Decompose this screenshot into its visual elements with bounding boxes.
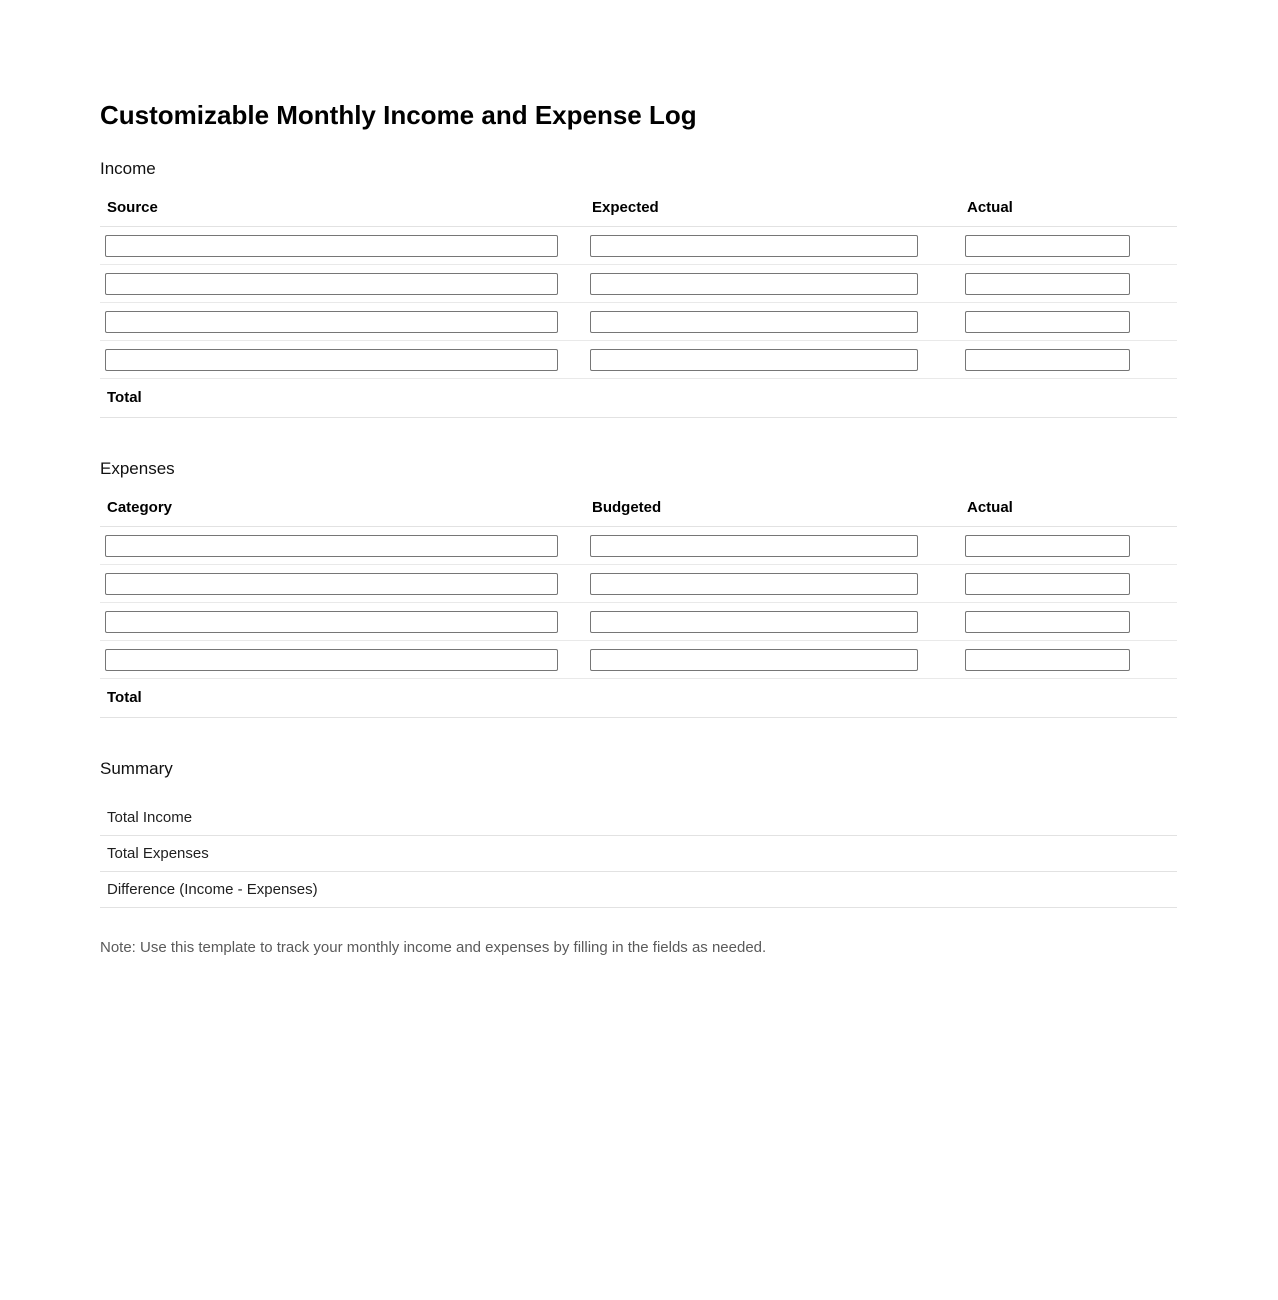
expenses-row4-category-input[interactable]	[105, 649, 558, 671]
income-row	[100, 226, 1177, 264]
income-row2-source-input[interactable]	[105, 273, 558, 295]
expenses-row1-actual-input[interactable]	[965, 535, 1130, 557]
expenses-table	[100, 500, 1177, 718]
expenses-total-row	[100, 678, 1177, 717]
expenses-row3-category-input[interactable]	[105, 611, 558, 633]
income-row1-source-input[interactable]	[105, 235, 558, 257]
income-row1-expected-input[interactable]	[590, 235, 918, 257]
expenses-col-actual: Actual	[960, 500, 1177, 527]
summary-heading: Summary	[100, 758, 173, 778]
expenses-row	[100, 602, 1177, 640]
income-row	[100, 302, 1177, 340]
expenses-section	[100, 458, 1177, 718]
summary-row	[100, 871, 1177, 907]
expenses-row2-actual-input[interactable]	[965, 573, 1130, 595]
expenses-row3-actual-input[interactable]	[965, 611, 1130, 633]
income-row1-actual-input[interactable]	[965, 235, 1130, 257]
income-col-source: Source	[100, 200, 585, 227]
income-total-row	[100, 378, 1177, 417]
expenses-col-budgeted: Budgeted	[585, 500, 960, 527]
income-row2-actual-input[interactable]	[965, 273, 1130, 295]
expenses-row3-budgeted-input[interactable]	[590, 611, 918, 633]
expenses-row1-budgeted-input[interactable]	[590, 535, 918, 557]
income-col-expected: Expected	[585, 200, 960, 227]
income-header-row	[100, 200, 1177, 227]
summary-table	[100, 800, 1177, 908]
income-row4-expected-input[interactable]	[590, 349, 918, 371]
expenses-header-row	[100, 500, 1177, 527]
income-heading: Income	[100, 158, 156, 178]
expenses-row	[100, 564, 1177, 602]
summary-total-expenses-label: Total Expenses	[100, 835, 1177, 871]
expenses-row2-budgeted-input[interactable]	[590, 573, 918, 595]
expenses-row4-actual-input[interactable]	[965, 649, 1130, 671]
income-row4-actual-input[interactable]	[965, 349, 1130, 371]
income-total-label: Total	[100, 378, 1177, 417]
expenses-row	[100, 526, 1177, 564]
expenses-col-category: Category	[100, 500, 585, 527]
income-col-actual: Actual	[960, 200, 1177, 227]
expenses-row2-category-input[interactable]	[105, 573, 558, 595]
income-section	[100, 158, 1177, 418]
income-row3-actual-input[interactable]	[965, 311, 1130, 333]
income-row	[100, 340, 1177, 378]
income-row3-expected-input[interactable]	[590, 311, 918, 333]
income-row	[100, 264, 1177, 302]
summary-section	[100, 758, 1177, 908]
expenses-total-label: Total	[100, 678, 1177, 717]
income-row3-source-input[interactable]	[105, 311, 558, 333]
income-table	[100, 200, 1177, 418]
expenses-row	[100, 640, 1177, 678]
summary-total-income-label: Total Income	[100, 800, 1177, 836]
income-row2-expected-input[interactable]	[590, 273, 918, 295]
expenses-row4-budgeted-input[interactable]	[590, 649, 918, 671]
summary-row	[100, 835, 1177, 871]
summary-row	[100, 800, 1177, 836]
page-title: Customizable Monthly Income and Expense Log	[100, 100, 697, 130]
expenses-heading: Expenses	[100, 458, 175, 478]
usage-note: Note: Use this template to track your monthly income and expenses by filling in the fields as needed.	[100, 938, 767, 956]
expenses-row1-category-input[interactable]	[105, 535, 558, 557]
income-row4-source-input[interactable]	[105, 349, 558, 371]
summary-difference-label: Difference (Income - Expenses)	[100, 871, 1177, 907]
